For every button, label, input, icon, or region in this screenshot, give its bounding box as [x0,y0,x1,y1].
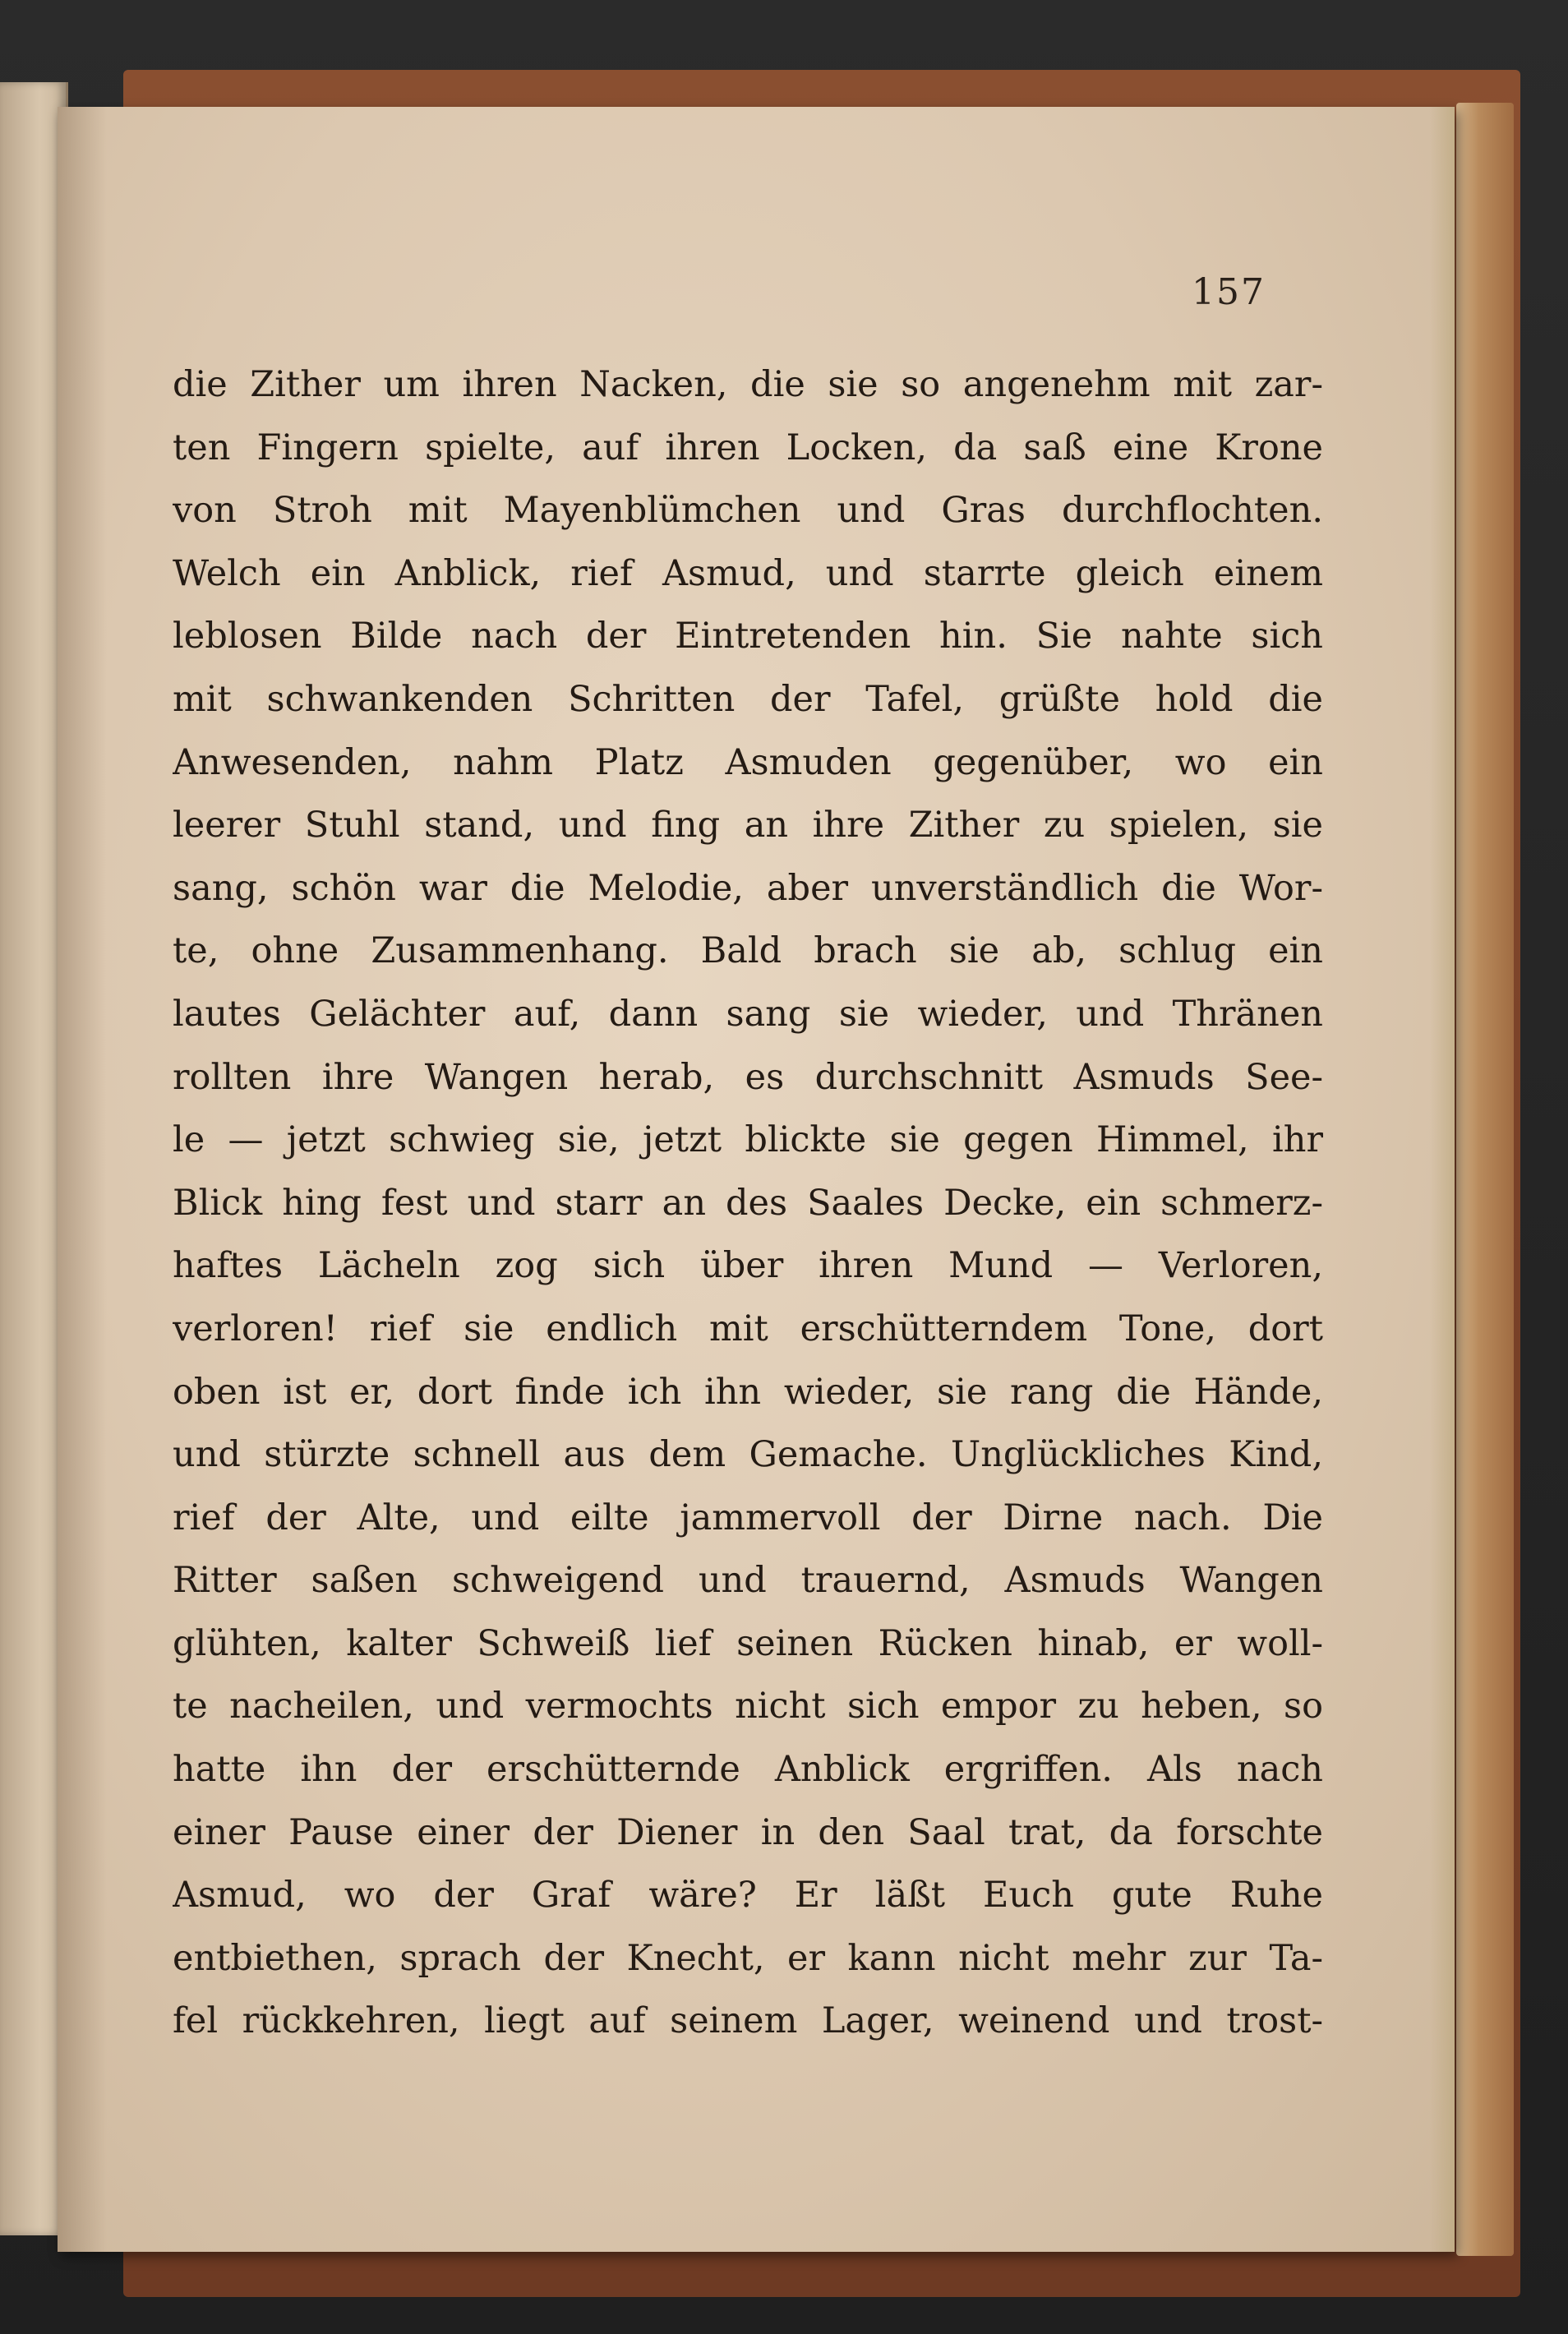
text-line: leblosen Bilde nach der Eintretenden hin. Sie nahte sich [173,616,1323,657]
text-line: entbiethen, sprach der Knecht, er kann nicht mehr zur Ta- [173,1937,1323,1979]
text-line: Blick hing fest und starr an des Saales Decke, ein schmerz- [173,1182,1323,1224]
text-line: hatte ihn der erschütternde Anblick ergriffen. Als nach [173,1749,1323,1791]
text-line: einer Pause einer der Diener in den Saal trat, da forschte [173,1811,1323,1853]
text-line: le — jetzt schwieg sie, jetzt blickte sie gegen Himmel, ihr [173,1119,1323,1161]
page-block-edge [1456,103,1514,2256]
text-line: haftes Lächeln zog sich über ihren Mund — Verloren, [173,1245,1323,1287]
text-line: und stürzte schnell aus dem Gemache. Unglückliches Kind, [173,1434,1323,1476]
text-line: te, ohne Zusammenhang. Bald brach sie ab, schlug ein [173,930,1323,972]
text-line: glühten, kalter Schweiß lief seinen Rücken hinab, er woll- [173,1622,1323,1664]
text-line: sang, schön war die Melodie, aber unverständlich die Wor- [173,867,1323,909]
text-line: rollten ihre Wangen herab, es durchschnitt Asmuds See- [173,1056,1323,1098]
text-line: fel rückkehren, liegt auf seinem Lager, weinend und trost- [173,2000,1323,2042]
text-line: leerer Stuhl stand, und fing an ihre Zither zu spielen, sie [173,805,1323,846]
text-line: te nacheilen, und vermochts nicht sich empor zu heben, so [173,1686,1323,1727]
text-line: rief der Alte, und eilte jammervoll der Dirne nach. Die [173,1497,1323,1538]
text-line: oben ist er, dort finde ich ihn wieder, sie rang die Hände, [173,1371,1323,1413]
body-text [173,353,1323,2053]
text-line: mit schwankenden Schritten der Tafel, grüßte hold die [173,678,1323,720]
text-line: Ritter saßen schweigend und trauernd, Asmuds Wangen [173,1560,1323,1602]
book-page [58,107,1455,2252]
page-edge-shading [1430,107,1455,2252]
text-line: die Zither um ihren Nacken, die sie so angenehm mit zar- [173,364,1323,405]
text-line: von Stroh mit Mayenblümchen und Gras durchflochten. [173,490,1323,532]
text-line: Asmud, wo der Graf wäre? Er läßt Euch gute Ruhe [173,1875,1323,1917]
page-number: 157 [1192,271,1266,313]
text-line: Welch ein Anblick, rief Asmud, und starrte gleich einem [173,552,1323,594]
text-line: Anwesenden, nahm Platz Asmuden gegenüber, wo ein [173,741,1323,783]
text-line: ten Fingern spielte, auf ihren Locken, da saß eine Krone [173,427,1323,468]
page-gutter-shadow [58,107,107,2252]
text-line: verloren! rief sie endlich mit erschütterndem Tone, dort [173,1308,1323,1349]
text-line: lautes Gelächter auf, dann sang sie wieder, und Thränen [173,993,1323,1035]
